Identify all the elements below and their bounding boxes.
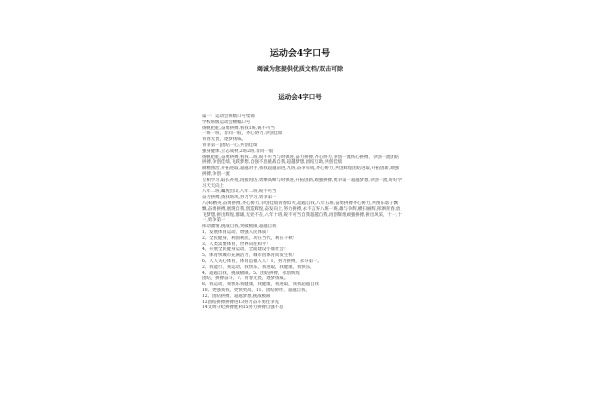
body-line: 奋力拼搏,扬我班风,努力学习,勇争第一 xyxy=(202,195,277,201)
body-line: 2、我能行，我运动，我快乐，我进取，我健康，我快乐， xyxy=(202,264,315,270)
body-line: 12、团结拼搏，超越梦想,挑战极限 xyxy=(202,293,271,299)
body-line: 励精图治,开拓进取,超越对手,我我超越前进,九班,奋争有成,齐心协力,共创辉煌团结进取,开拓创新,顽强拼搏,争创一流 xyxy=(202,166,399,177)
body-line: 学校班级运动会横幅口号 xyxy=(202,119,251,125)
body-line: 5、体育快城市充满活力，城市因体育而发生机！ xyxy=(202,253,297,259)
body-line: 4、超越自我，挑战极限。5、团结拼搏，永创辉煌 xyxy=(202,270,300,276)
body-line: 一班一班，非同一般，齐心协力,争创佳绩 xyxy=(202,131,283,137)
body-line: 扬帆把舵,奋勇拼搏,看我1班,锐不可当 xyxy=(202,125,275,131)
document-title: 运动会4字口号 xyxy=(269,49,331,59)
body-line: 12团结拼搏拼搏进13努力奋斗勇往争先 xyxy=(202,299,280,305)
body-line: 挥动激情,挑战自我,突破极限,超越自我 xyxy=(202,224,277,230)
body-line: 青争第一|团结一心,共创佳绩 xyxy=(202,142,258,148)
document-body xyxy=(202,114,402,311)
body-line: 团结，拼搏奋斗，7、青春无畏，逐梦扬威。 xyxy=(202,276,289,282)
body-line: 3、人类需要体育，世界向往和平！ xyxy=(202,241,271,247)
body-line: 6、人人关心体育，体育造福人人！1，努力拼搏，永夺第一。 xyxy=(202,258,322,264)
body-line: 强身健体,立志成材,2班2班,非同一般 xyxy=(202,148,274,154)
body-line: 八(4)精英,奋勇拼搏,齐心协力,争创佳绩青春似火,超越自我,八年五班,奋勇拼搏齐心协力,共图东影子飘飘,奋勇拼搏,展现自我,创造辉煌,奋发向上,努力拼搏,永不言弃八班一班,雄与争辉,横扫丽辉,挥洒青春,放飞梦想,拼出辉煌,群雄,无处不在,八年十班,锐不可当自我超越自我,再创辉煌顽强拼搏,拼出风采，十一,十一,勇争第一 xyxy=(202,200,402,224)
body-line: 扬帆把舵,奋勇拼搏,看我二班,锐不可当与时俱进,奋力拼搏,齐心协力,争创一流铁心拼搏，争创一流团结拼搏,争创佳绩,飞跃梦想,自强不息挑战自我,超越梦想,团结互助,共创佳绩 xyxy=(202,154,400,166)
section-title: 运动会4字口号 xyxy=(278,93,322,101)
body-line: 2、全民健身，利国利民，功在当代，利在千秋！ xyxy=(202,235,297,241)
body-line: 14文明守纪拼搏胜利15努力拼搏自强不息 xyxy=(202,305,284,311)
body-line: 8、我运动，我快乐我健康，我健康，我进取，我我超越自我 xyxy=(202,282,319,288)
body-line: 八年二班,瞩虎出山,八年二班,锐不可当 xyxy=(202,189,277,195)
document-subtitle: 竭诚为您提供优质文档/双击可除 xyxy=(256,66,344,73)
body-line: 篇一：运动会班级口号集锦 xyxy=(202,114,255,119)
body-line: 互相学习,取长补短,再接再厉,勇攀高峰与时俱进,开拓创新,顽强拼搏,勇争第一超越梦想,争创一流,好好学习天天向上 xyxy=(202,177,402,189)
body-line: 4、开展全民健身运动，全面建设小康社会！ xyxy=(202,247,289,253)
body-line: 1、发展体育运动，增强人民体质！ xyxy=(202,229,271,235)
body-line: 10、更强我我，更快更高，11、团结协作，超越自我， xyxy=(202,287,310,293)
body-line: 青春无畏，逐梦扬威。 xyxy=(202,137,246,143)
